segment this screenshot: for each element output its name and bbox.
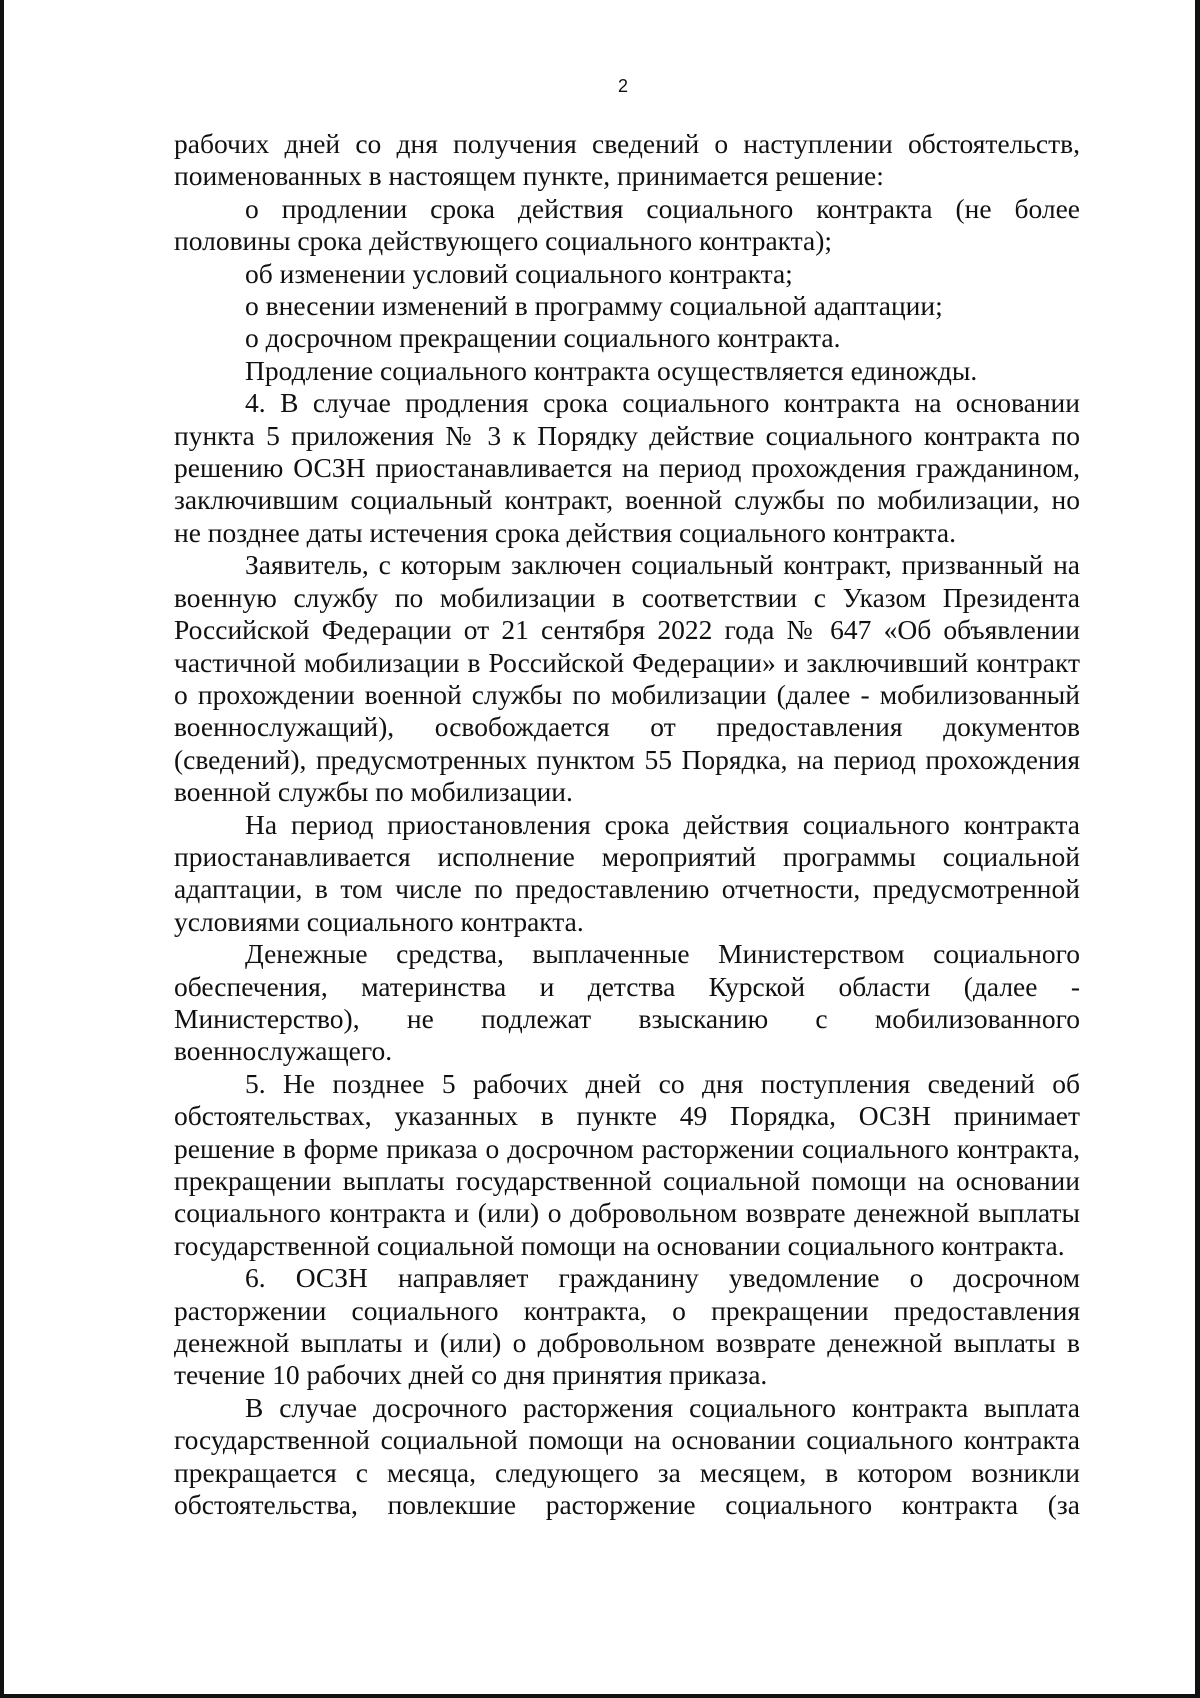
text-line: частичной мобилизации в Российской Федерации» и заключивший контракт (174, 646, 1080, 678)
text-line: не позднее даты истечения срока действия социального контракта. (174, 516, 956, 548)
text-line: государственной социальной помощи на основании социального контракта (174, 1424, 1080, 1456)
text-line: 5. Не позднее 5 рабочих дней со дня поступления сведений об (245, 1067, 1080, 1099)
text-line: заключившим социальный контракт, военной службы по мобилизации, но (174, 484, 1080, 516)
text-line: обеспечения, материнства и детства Курской области (далее - (174, 970, 1080, 1002)
paragraph (174, 322, 1080, 354)
paragraph (174, 258, 1080, 290)
text-line: Денежные средства, выплаченные Министерством социального (245, 938, 1080, 970)
paragraph (174, 355, 1080, 387)
paragraph (174, 938, 1080, 1068)
text-line: о досрочном прекращении социального контракта. (245, 322, 841, 354)
text-line: Российской Федерации от 21 сентября 2022 года № 647 «Об объявлении (174, 614, 1080, 646)
text-line: 6. ОСЗН направляет гражданину уведомление о досрочном (245, 1262, 1080, 1294)
text-line: половины срока действующего социального контракта); (174, 225, 833, 257)
text-line: военную службу по мобилизации в соответствии с Указом Президента (174, 581, 1080, 613)
text-line: прекращении выплаты государственной социальной помощи на основании (174, 1165, 1080, 1196)
text-line: прекращается с месяца, следующего за месяцем, в котором возникли (174, 1456, 1080, 1488)
text-line: социального контракта и (или) о добровольном возврате денежной выплаты (174, 1197, 1080, 1229)
paragraph (174, 549, 1080, 808)
text-line: военной службы по мобилизации. (174, 776, 573, 808)
document-body (174, 128, 1080, 1521)
text-line: государственной социальной помощи на основании социального контракта. (174, 1229, 1065, 1261)
text-line: расторжении социального контракта, о прекращении предоставления (174, 1294, 1080, 1326)
text-line: решение в форме приказа о досрочном расторжении социального контракта, (174, 1132, 1080, 1164)
paragraph (174, 290, 1080, 322)
text-line: обстоятельствах, указанных в пункте 49 Порядка, ОСЗН принимает (174, 1100, 1080, 1132)
paragraph (174, 809, 1080, 939)
paragraph (174, 128, 1080, 193)
text-line: военнослужащего. (174, 1035, 393, 1067)
text-line: Министерство), не подлежат взысканию с мобилизованного (174, 1002, 1080, 1034)
text-line: (сведений), предусмотренных пунктом 55 Порядка, на период прохождения (174, 743, 1080, 775)
text-line: Продление социального контракта осуществляется единожды. (245, 354, 978, 386)
paragraph (174, 387, 1080, 549)
text-line: приостанавливается исполнение мероприятий программы социальной (174, 840, 1080, 872)
text-line: поименованных в настоящем пункте, принимается решение: (174, 160, 884, 192)
text-line: военнослужащий), освобождается от предоставления документов (174, 711, 1080, 743)
paragraph (174, 193, 1080, 258)
text-line: условиями социального контракта. (174, 905, 584, 937)
text-line: о продлении срока действия социального контракта (не более (245, 192, 1080, 224)
page-number: 2 (617, 76, 628, 96)
text-line: о прохождении военной службы по мобилизации (далее - мобилизованный (174, 678, 1080, 710)
text-line: 4. В случае продления срока социального контракта на основании (245, 387, 1080, 419)
scan-border-bottom (0, 1694, 1200, 1698)
text-line: пункта 5 приложения № 3 к Порядку действие социального контракта по (174, 419, 1080, 451)
paragraph (174, 1392, 1080, 1522)
text-line: адаптации, в том числе по предоставлению отчетности, предусмотренной (174, 873, 1080, 905)
text-line: обстоятельства, повлекшие расторжение социального контракта (за (174, 1489, 1080, 1521)
text-line: На период приостановления срока действия социального контракта (245, 808, 1080, 840)
text-line: об изменении условий социального контракта; (245, 257, 793, 289)
text-line: денежной выплаты и (или) о добровольном возврате денежной выплаты в (174, 1327, 1080, 1359)
text-line: решению ОСЗН приостанавливается на период прохождения гражданином, (174, 452, 1080, 484)
text-line: о внесении изменений в программу социальной адаптации; (245, 290, 943, 322)
text-line: В случае досрочного расторжения социального контракта выплата (245, 1391, 1080, 1423)
text-line: течение 10 рабочих дней со дня принятия приказа. (174, 1359, 768, 1391)
scan-border-left (0, 0, 4, 1698)
scan-border-right (1195, 0, 1200, 1698)
paragraph (174, 1262, 1080, 1392)
text-line: рабочих дней со дня получения сведений о наступлении обстоятельств, (174, 128, 1080, 159)
text-line: Заявитель, с которым заключен социальный контракт, призванный на (245, 549, 1080, 581)
paragraph (174, 1068, 1080, 1262)
